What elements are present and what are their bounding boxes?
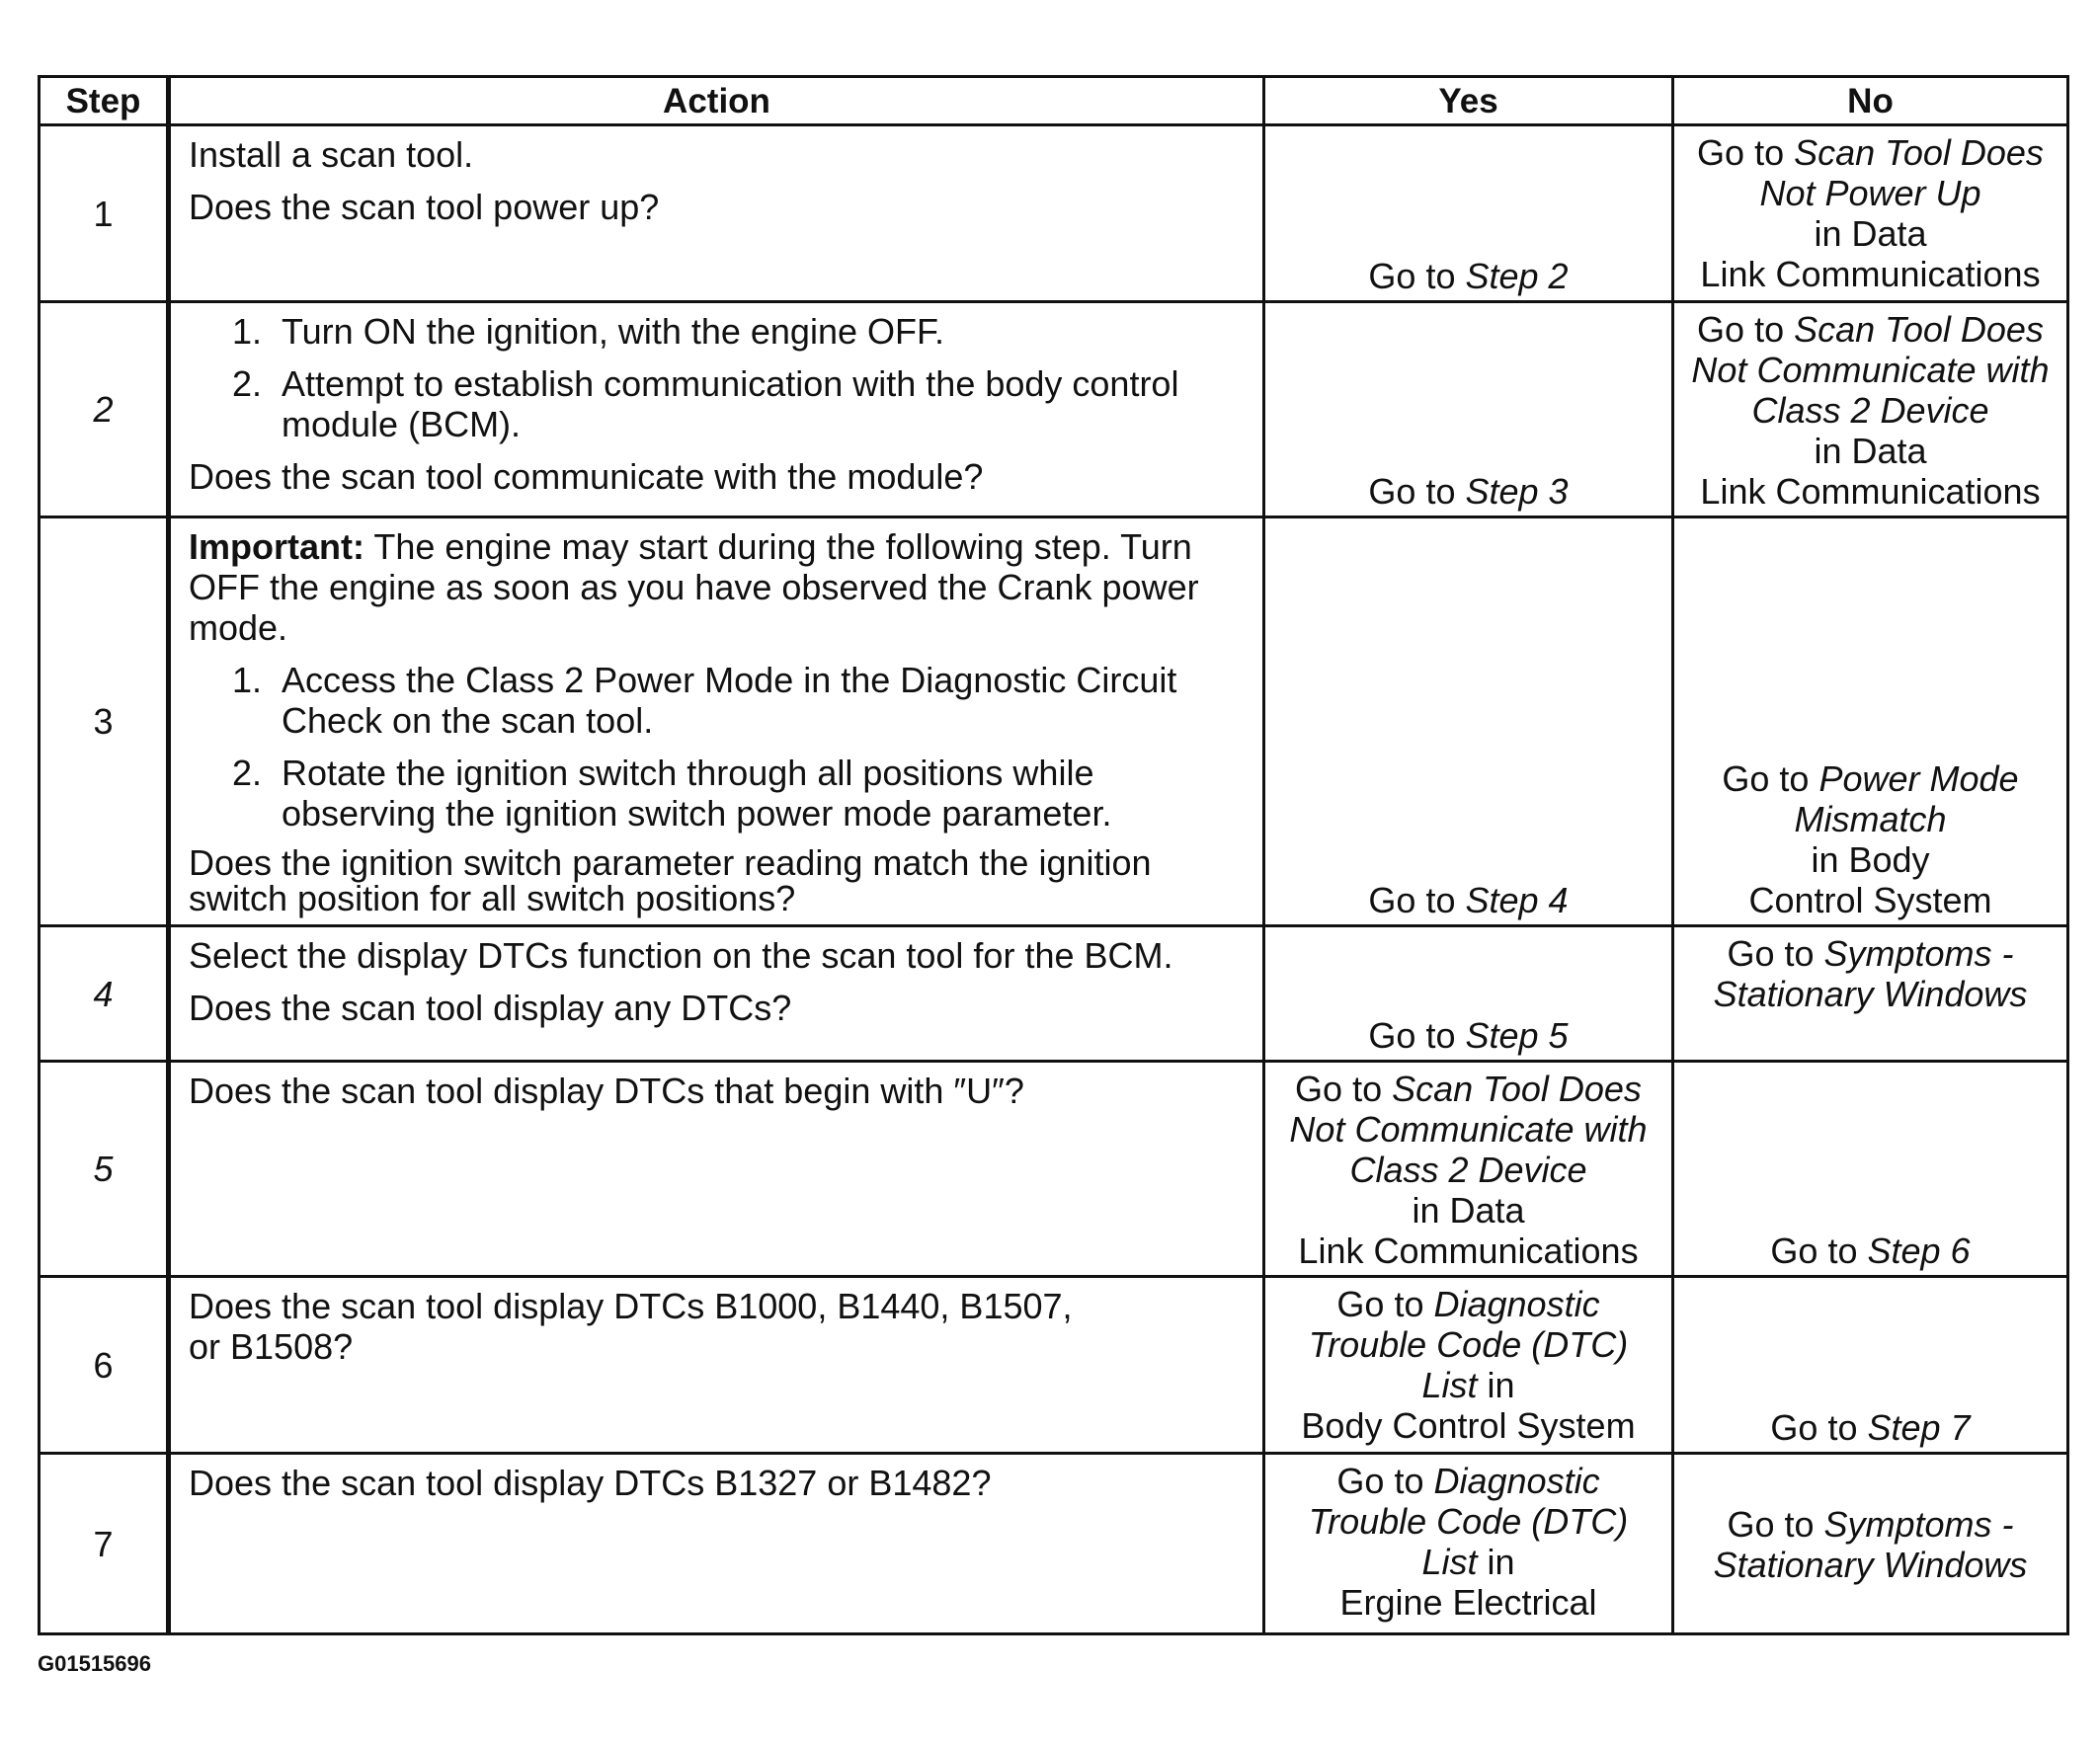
outcome-prefix: Go to [1722, 758, 1819, 799]
procedure-link[interactable]: Symptoms - [1823, 1504, 2014, 1545]
no-cell [1673, 517, 2068, 926]
step-number: 7 [40, 1454, 169, 1634]
header-yes: Yes [1264, 77, 1673, 125]
procedure-link-cont[interactable]: Trouble Code (DTC) [1308, 1501, 1629, 1542]
outcome-prefix: Go to [1770, 1407, 1868, 1448]
outcome-prefix: Go to [1727, 1504, 1824, 1545]
procedure-link-cont[interactable]: Class 2 Device [1751, 390, 1989, 431]
step-number: 1 [40, 125, 169, 302]
procedure-link-cont[interactable]: Class 2 Device [1349, 1150, 1587, 1190]
procedure-link-suffix: in [1477, 1365, 1515, 1405]
outcome-prefix: Go to [1697, 132, 1795, 173]
yes-cell [1264, 125, 1673, 302]
table-row [40, 1454, 2068, 1634]
procedure-link[interactable]: Diagnostic [1433, 1461, 1600, 1501]
procedure-link[interactable]: Diagnostic [1433, 1284, 1600, 1324]
procedure-link[interactable]: Scan Tool Does [1392, 1069, 1642, 1109]
procedure-link[interactable]: Scan Tool Does [1794, 309, 2044, 350]
table-row [40, 1277, 2068, 1454]
step-link[interactable]: Step 6 [1867, 1231, 1971, 1271]
action-cell [169, 125, 1264, 302]
procedure-location: in Data [1814, 431, 1927, 471]
procedure-link-cont[interactable]: Trouble Code (DTC) [1308, 1324, 1629, 1365]
no-cell [1673, 926, 2068, 1062]
step-link[interactable]: Step 4 [1465, 880, 1569, 920]
procedure-link-cont[interactable]: Stationary Windows [1713, 974, 2028, 1014]
procedure-location: Control System [1748, 880, 1992, 920]
yes-cell [1264, 302, 1673, 517]
important-note [189, 526, 1247, 648]
table-row [40, 125, 2068, 302]
no-cell [1673, 1062, 2068, 1277]
procedure-link-cont[interactable]: List [1421, 1365, 1478, 1405]
action-question: Does the scan tool display DTCs that begin with ″U″? [189, 1071, 1024, 1111]
diagnostic-table [38, 75, 2069, 1635]
yes-cell [1264, 1062, 1673, 1277]
action-question: Does the scan tool communicate with the module? [189, 456, 984, 497]
procedure-link-cont[interactable]: Not Power Up [1759, 173, 1981, 213]
action-step: 2. Rotate the ignition switch through all positions while observing the ignition switch power mode parameter. [272, 753, 1247, 834]
outcome-prefix: Go to [1368, 1015, 1466, 1056]
action-steps [189, 311, 1247, 444]
step-number: 2 [40, 302, 169, 517]
outcome-prefix: Go to [1368, 471, 1466, 512]
outcome-prefix: Go to [1295, 1069, 1393, 1109]
no-cell [1673, 1277, 2068, 1454]
no-cell [1673, 1454, 2068, 1634]
table-row [40, 302, 2068, 517]
action-question: Does the scan tool power up? [189, 187, 660, 227]
action-step: 1. Access the Class 2 Power Mode in the Diagnostic Circuit Check on the scan tool. [272, 660, 1247, 741]
action-cell [169, 926, 1264, 1062]
procedure-location: Link Communications [1700, 471, 2041, 512]
yes-cell [1264, 517, 1673, 926]
important-label: Important: [189, 526, 364, 567]
procedure-link-cont[interactable]: List [1421, 1542, 1478, 1582]
step-link[interactable]: Step 7 [1867, 1407, 1971, 1448]
action-question: Does the scan tool display any DTCs? [189, 988, 792, 1028]
table-row [40, 517, 2068, 926]
outcome-prefix: Go to [1336, 1461, 1434, 1501]
action-question: Does the ignition switch parameter reading match the ignition switch position for all switch positions? [189, 842, 1152, 918]
action-step: 2. Attempt to establish communication with the body control module (BCM). [272, 363, 1247, 444]
outcome-prefix: Go to [1368, 880, 1466, 920]
procedure-location: in Body [1811, 839, 1930, 880]
procedure-location: in Data [1814, 213, 1927, 254]
step-link[interactable]: Step 2 [1465, 256, 1569, 296]
no-cell [1673, 302, 2068, 517]
step-number: 4 [40, 926, 169, 1062]
step-link[interactable]: Step 5 [1465, 1015, 1569, 1056]
action-step: 1. Turn ON the ignition, with the engine OFF. [272, 311, 1247, 352]
procedure-link-cont[interactable]: Mismatch [1794, 799, 1947, 839]
procedure-link-suffix: in [1477, 1542, 1515, 1582]
yes-cell [1264, 1277, 1673, 1454]
header-no: No [1673, 77, 2068, 125]
procedure-link-cont[interactable]: Not Communicate with [1691, 350, 2050, 390]
action-steps [189, 660, 1247, 834]
action-cell [169, 1062, 1264, 1277]
outcome-prefix: Go to [1727, 933, 1824, 974]
procedure-link[interactable]: Symptoms - [1823, 933, 2014, 974]
procedure-link[interactable]: Scan Tool Does [1794, 132, 2044, 173]
action-text: Select the display DTCs function on the scan tool for the BCM. [189, 935, 1173, 976]
action-text: Install a scan tool. [189, 134, 474, 175]
action-question-cont: or B1508? [189, 1326, 354, 1367]
procedure-location: Body Control System [1301, 1405, 1636, 1446]
outcome-prefix: Go to [1336, 1284, 1434, 1324]
no-cell [1673, 125, 2068, 302]
header-action: Action [169, 77, 1264, 125]
yes-cell [1264, 926, 1673, 1062]
step-number: 3 [40, 517, 169, 926]
step-link[interactable]: Step 3 [1465, 471, 1569, 512]
yes-cell [1264, 1454, 1673, 1634]
procedure-location: Link Communications [1298, 1231, 1639, 1271]
important-text: The engine may start during the following step. Turn OFF the engine as soon as you have observed the Crank power mode. [189, 526, 1199, 648]
header-step: Step [40, 77, 169, 125]
table-row [40, 926, 2068, 1062]
outcome-prefix: Go to [1697, 309, 1795, 350]
procedure-link-cont[interactable]: Not Communicate with [1289, 1109, 1648, 1150]
outcome-prefix: Go to [1368, 256, 1466, 296]
action-question: Does the scan tool display DTCs B1327 or B1482? [189, 1463, 992, 1503]
procedure-link-cont[interactable]: Stationary Windows [1713, 1545, 2028, 1585]
figure-id: G01515696 [38, 1651, 151, 1676]
action-cell [169, 1277, 1264, 1454]
procedure-location: in Data [1412, 1190, 1525, 1231]
action-question: Does the scan tool display DTCs B1000, B1440, B1507, [189, 1286, 1073, 1326]
procedure-location: Ergine Electrical [1339, 1582, 1597, 1623]
procedure-location: Link Communications [1700, 254, 2041, 294]
step-number: 6 [40, 1277, 169, 1454]
header-row [40, 77, 2068, 125]
procedure-link[interactable]: Power Mode [1818, 758, 2019, 799]
action-cell [169, 302, 1264, 517]
step-number: 5 [40, 1062, 169, 1277]
table-row [40, 1062, 2068, 1277]
action-cell [169, 1454, 1264, 1634]
action-cell [169, 517, 1264, 926]
outcome-prefix: Go to [1770, 1231, 1868, 1271]
